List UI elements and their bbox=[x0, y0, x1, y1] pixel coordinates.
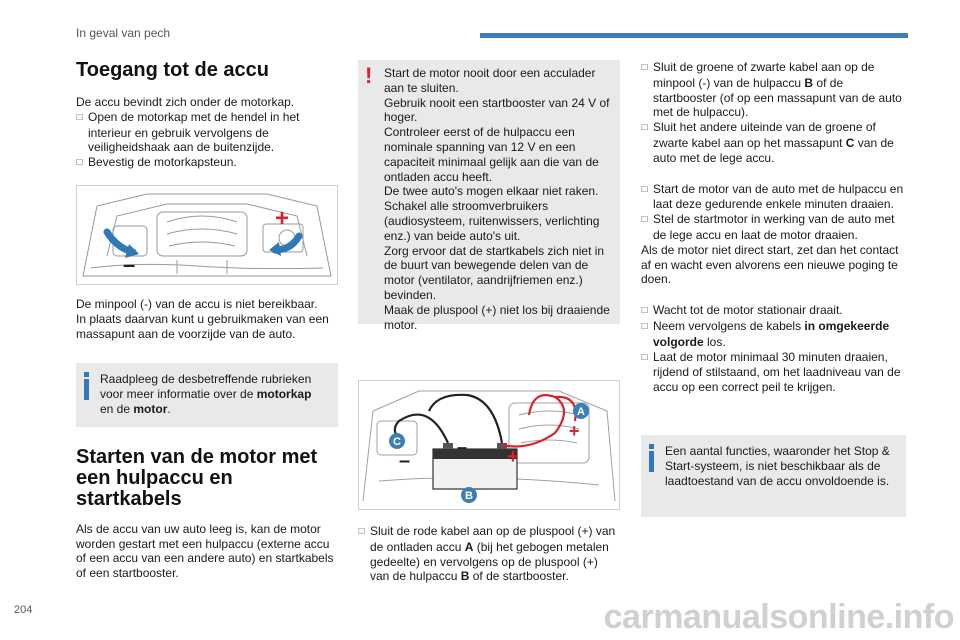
step-start-flat: ☐ Stel de startmotor in werking van de auto met de lege accu en laat de motor draaien. bbox=[641, 212, 906, 243]
minus-sign: – bbox=[399, 450, 411, 472]
minus-terminal-note: De minpool (-) van de accu is niet bereikbaar. bbox=[76, 296, 318, 311]
booster-battery bbox=[433, 443, 517, 489]
info-box-stop-start: Een aantal functies, waaronder het Stop & Start-systeem, is niet beschikbaar als de laadtoestand van de accu onvoldoende is. bbox=[641, 435, 906, 517]
step-earth-point: ☐ Sluit het andere uiteinde van de groene of zwarte kabel aan op het massapunt C van de auto met de lege accu. bbox=[641, 120, 906, 165]
arrow-plus-icon bbox=[269, 236, 299, 256]
step-start-donor: ☐ Start de motor van de auto met de hulpaccu en laat deze gedurende enkele minuten draaien. bbox=[641, 182, 906, 213]
minus-sign: – bbox=[123, 251, 136, 277]
step-bonnet-strut: ☐ Bevestig de motorkapsteun. bbox=[76, 155, 338, 171]
battery-location: De accu bevindt zich onder de motorkap. bbox=[76, 95, 295, 109]
retry-note: Als de motor niet direct start, zet dan het contact af en wacht even alvorens een nieuwe poging te doen. bbox=[641, 242, 899, 287]
plus-sign: + bbox=[507, 446, 519, 468]
warning-box: ! Start de motor nooit door een acculader aan te sluiten. Gebruik nooit een startbooster van 24 V of hoger. Controleer eerst of de hulpaccu een nominale spanning van 12 V en een capaciteit minimaal gelijk aan die van de ontladen accu heeft. De twee auto's mogen elkaar niet raken. Schakel alle stroomverbruikers (audiosysteem, ruitenwissers, verlichting enz.) van beide auto's uit. Zorg ervoor dat de startkabels zich niet in de buurt van bewegende delen van de motor (ventilator, aandrijfriemen enz.) bevinden. Maak de pluspool (+) niet los bij draaiende motor. bbox=[358, 60, 620, 324]
step-connect-red-cable: ☐ Sluit de rode kabel aan op de pluspool (+) van de ontladen accu A (bij het gebogen metalen gedeelte) en vervolgens op de pluspool (+) van de hulpaccu B of de startbooster. bbox=[358, 524, 620, 584]
page-number: 204 bbox=[14, 604, 33, 616]
info-icon bbox=[649, 444, 654, 472]
step-wait-idle: ☐ Wacht tot de motor stationair draait. bbox=[641, 303, 906, 319]
step-connect-black-cable: ☐ Sluit de groene of zwarte kabel aan op de minpool (-) van de hulpaccu B of de startbooster (of op een massapunt van de auto met de hulpaccu). bbox=[641, 60, 906, 120]
step-open-bonnet: ☐ Open de motorkap met de hendel in het interieur en gebruik vervolgens de veiligheidshaak aan de buitenzijde. bbox=[76, 110, 338, 155]
marker-b: B bbox=[465, 490, 473, 502]
info-icon bbox=[84, 372, 89, 400]
watermark: carmanualsonline.info bbox=[603, 598, 954, 636]
plus-sign: + bbox=[275, 204, 290, 232]
column-2 bbox=[358, 60, 620, 584]
minus-sign: – bbox=[457, 437, 468, 457]
info-box-bonnet-engine: Raadpleeg de desbetreffende rubrieken voor meer informatie over de motorkap en de motor. bbox=[76, 363, 338, 426]
black-cable bbox=[395, 395, 502, 443]
engine-bay-drawing bbox=[77, 186, 337, 284]
step-run-engine: ☐ Laat de motor minimaal 30 minuten draaien, rijdend of stilstaand, om het laadniveau van de accu op een correct peil te krijgen. bbox=[641, 350, 906, 395]
jump-start-intro: Als de accu van uw auto leeg is, kan de motor worden gestart met een hulpaccu (externe accu of een accu van een andere auto) en startkabels of een startbooster. bbox=[76, 521, 334, 581]
earth-point-note: In plaats daarvan kunt u gebruikmaken van een massapunt aan de voorzijde van de auto. bbox=[76, 311, 329, 341]
header-rule bbox=[480, 33, 908, 38]
engine-bay-illustration bbox=[76, 185, 338, 285]
column-1 bbox=[76, 60, 338, 581]
column-3 bbox=[641, 60, 906, 517]
heading-battery-access: Toegang tot de accu bbox=[76, 59, 269, 81]
marker-c: C bbox=[393, 436, 401, 448]
warning-icon: ! bbox=[365, 63, 373, 88]
plus-sign: + bbox=[569, 421, 580, 441]
step-disconnect: ☐ Neem vervolgens de kabels in omgekeerde volgorde los. bbox=[641, 319, 906, 350]
jump-start-illustration bbox=[358, 380, 620, 510]
heading-jump-start: Starten van de motor met een hulpaccu en startkabels bbox=[76, 445, 318, 510]
marker-a: A bbox=[577, 406, 585, 418]
jump-start-drawing bbox=[359, 381, 619, 509]
section-label: In geval van pech bbox=[76, 26, 171, 40]
